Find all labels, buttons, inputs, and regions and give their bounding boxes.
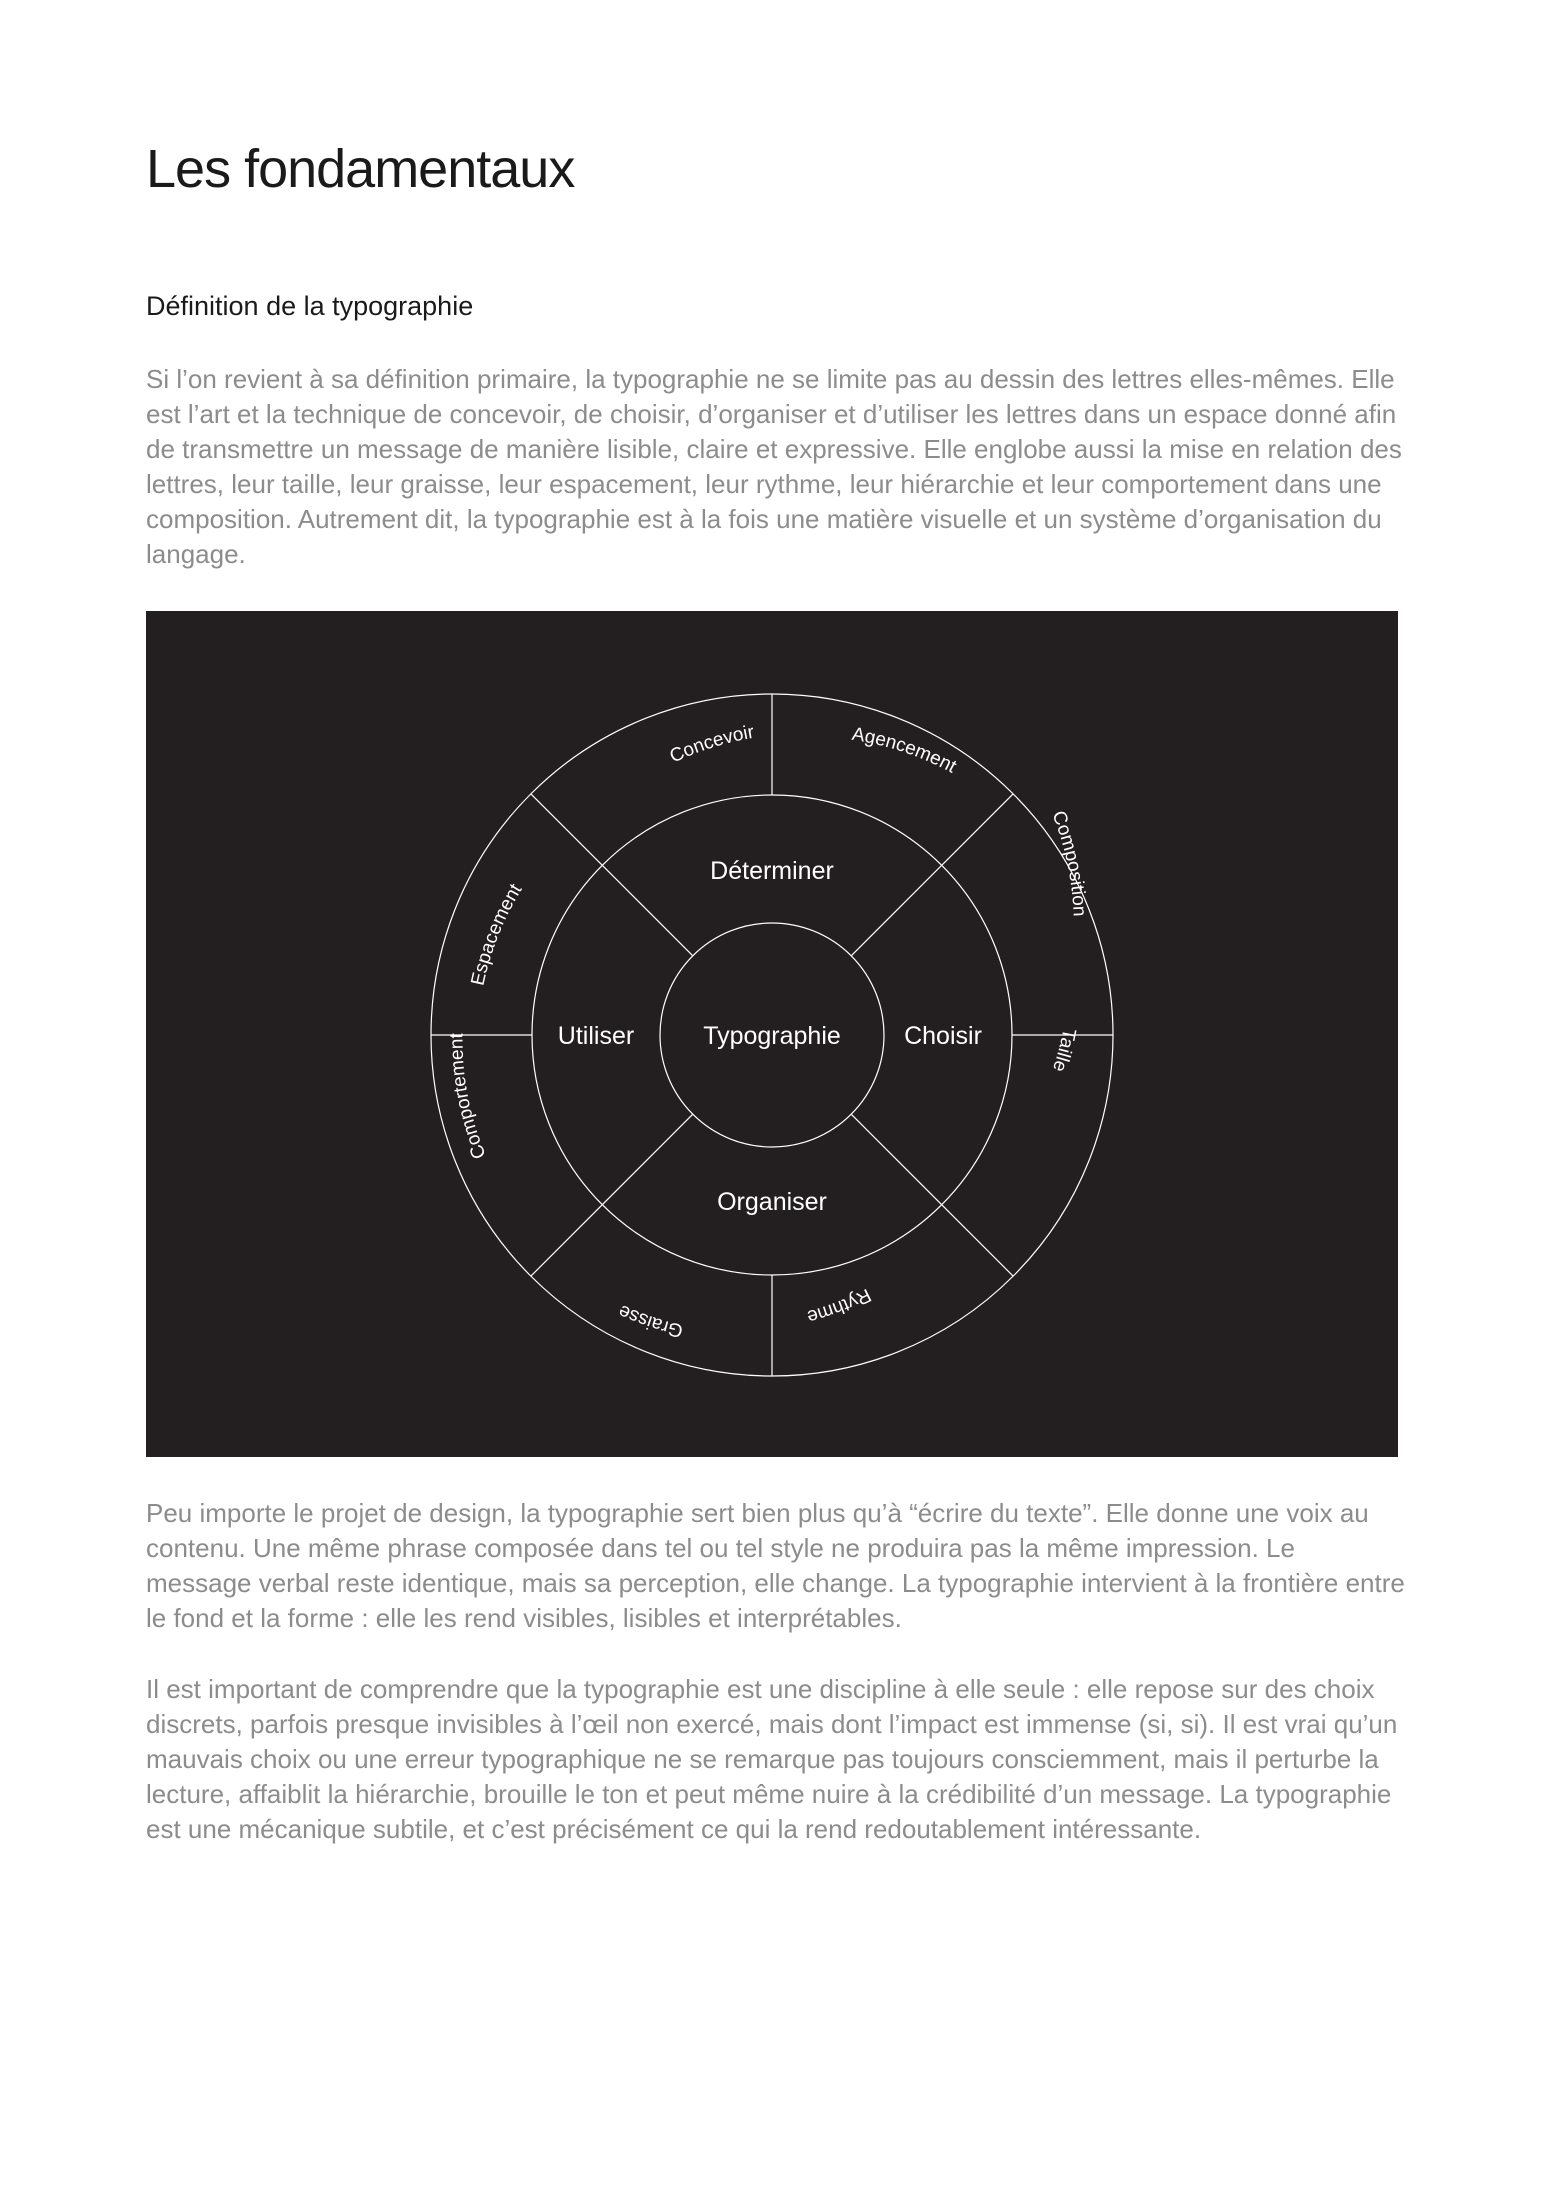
outer-label <box>1048 1026 1079 1074</box>
outer-label-taille: Taille <box>1047 1026 1080 1075</box>
middle-label-bottom: Organiser <box>717 1188 827 1216</box>
outer-label <box>805 1284 874 1327</box>
voice-paragraph: Peu importe le projet de design, la typographie sert bien plus qu’à “écrire du texte”. Elle donne une voix au contenu. Une même phrase composée dans tel ou tel style ne produira pas la même impression. Le message verbal reste identique, mais sa perception, elle change. La typographie intervient à la frontière entre le fond et la forme : elle les rend visibles, lisibles et interprétables. <box>146 1498 1405 1633</box>
outer-label-composition: Composition <box>1047 808 1090 917</box>
page-title: Les fondamentaux <box>146 139 575 199</box>
discipline-paragraph: Il est important de comprendre que la typographie est une discipline à elle seule : elle repose sur des choix discrets, parfois presque invisibles à l’œil non exercé, mais dont l’impact est immense (si, si). Il est vrai qu’un mauvais choix ou une erreur typographique ne se remarque pas toujours consciemment, mais il perturbe la lecture, affaiblit la hiérarchie, brouille le ton et peut même nuire à la crédibilité d’un message. La typographie est une mécanique subtile, et c’est précisément ce qui la rend redoutablement intéressante. <box>146 1674 1398 1844</box>
middle-label-left: Utiliser <box>557 1022 635 1050</box>
outer-label-espacement: Espacement <box>467 880 527 988</box>
intro-paragraph: Si l’on revient à sa définition primaire, la typographie ne se limite pas au dessin des lettres elles-mêmes. Elle est l’art et la technique de concevoir, de choisir, d’organiser et d’utiliser les lettres dans un espace donné afin de transmettre un message de manière lisible, claire et expressive. Elle englobe aussi la mise en relation des lettres, leur taille, leur graisse, leur espacement, leur rythme, leur hiérarchie et leur comportement dans une composition. Autrement dit, la typographie est à la fois une matière visuelle et un système d’organisation du langage. <box>146 364 1402 569</box>
diagram-svg <box>146 611 1398 1457</box>
outer-label <box>615 1300 685 1341</box>
center-label: Typographie <box>703 1022 841 1050</box>
outer-label-rythme: Rythme <box>804 1283 875 1328</box>
outer-label-concevoir: Concevoir <box>666 721 756 768</box>
middle-label-right: Choisir <box>904 1022 982 1050</box>
outer-label <box>667 722 757 768</box>
outer-label-agencement: Agencement <box>850 723 960 778</box>
outer-label-graisse: Graisse <box>615 1300 686 1342</box>
outer-label-comportement: Comportement <box>446 1033 491 1162</box>
outer-label <box>446 1032 490 1161</box>
typography-diagram <box>146 611 1398 1457</box>
outer-label <box>850 724 960 778</box>
outer-label <box>468 880 527 988</box>
middle-label-top: Déterminer <box>710 857 834 885</box>
outer-label <box>1047 808 1089 917</box>
section-heading: Définition de la typographie <box>146 291 474 321</box>
